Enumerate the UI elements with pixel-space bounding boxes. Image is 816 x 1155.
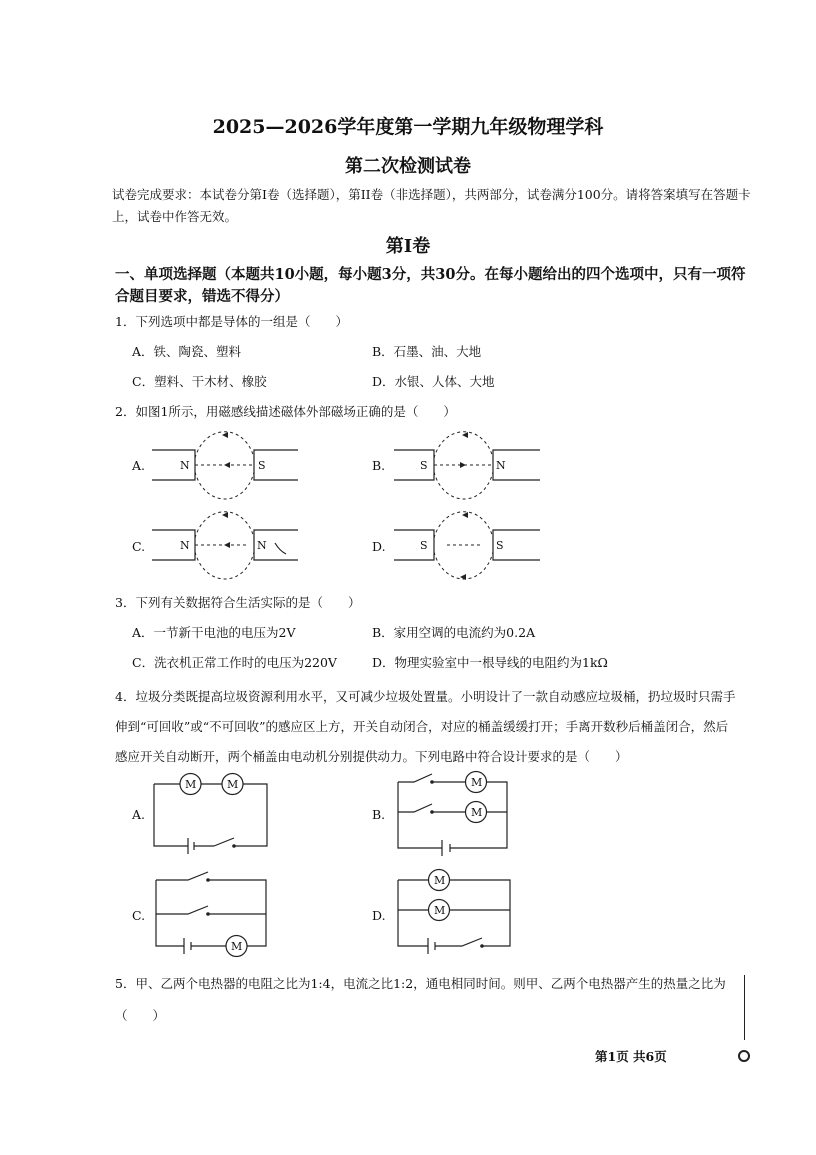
question-4-stem: 4．垃圾分类既提高垃圾资源利用水平，又可减少垃圾处置量。小明设计了一款自动感应垃圾桶，扔垃圾时只需手伸到“可回收”或“不可回收”的感应区上方，开关自动闭合，对应的桶盖缓缓打开；手离开数秒后桶盖闭合，然后感应开关自动断开，两个桶盖由电动机分别提供动力。下列电路中符合设计要求的是（ ） <box>115 689 736 764</box>
volume-heading: 第I卷 <box>385 236 431 257</box>
magnet-figure-b <box>392 428 542 508</box>
svg-text:M: M <box>434 874 446 887</box>
question-3-stem: 3．下列有关数据符合生活实际的是（ ） <box>115 595 361 610</box>
svg-text:N: N <box>180 539 190 552</box>
margin-line <box>744 975 745 1040</box>
question-5-stem: 5．甲、乙两个电热器的电阻之比为1:4，电流之比1:2，通电相同时间。则甲、乙两个电热器产生的热量之比为（ ） <box>115 976 726 1023</box>
ring-icon <box>738 1050 750 1062</box>
magnet-figure-c <box>150 508 300 588</box>
svg-text:S: S <box>258 459 266 472</box>
svg-text:M: M <box>471 776 483 789</box>
question-4-label-d: D. <box>372 908 386 923</box>
svg-text:S: S <box>420 459 428 472</box>
svg-text:M: M <box>471 806 483 819</box>
question-2-label-a: A. <box>132 458 146 473</box>
exam-requirements: 试卷完成要求：本试卷分第I卷（选择题），第II卷（非选择题），共两部分，试卷满分100分。请将答案填写在答题卡上，试卷中作答无效。 <box>112 187 751 224</box>
svg-text:S: S <box>496 539 504 552</box>
page-number: 第1页 共6页 <box>595 1049 667 1064</box>
question-1-option-d: D．水银、人体、大地 <box>372 374 495 389</box>
question-2-stem: 2．如图1所示，用磁感线描述磁体外部磁场正确的是（ ） <box>115 404 456 419</box>
question-3-option-a: A．一节新干电池的电压为2V <box>132 625 296 640</box>
svg-text:M: M <box>231 940 243 953</box>
svg-text:M: M <box>434 904 446 917</box>
question-2-label-b: B. <box>372 458 386 473</box>
exam-title: 2025—2026学年度第一学期九年级物理学科 <box>212 116 604 138</box>
magnet-figure-a <box>150 428 300 508</box>
circuit-diagram-c <box>150 870 275 960</box>
question-2-label-c: C. <box>132 539 146 554</box>
question-1-option-c: C．塑料、干木材、橡胶 <box>132 374 267 389</box>
circuit-diagram-b <box>392 768 517 863</box>
question-1-stem: 1．下列选项中都是导体的一组是（ ） <box>115 314 348 329</box>
exam-subtitle: 第二次检测试卷 <box>345 156 471 177</box>
question-3-option-c: C．洗衣机正常工作时的电压为220V <box>132 655 337 670</box>
svg-text:M: M <box>227 778 239 791</box>
question-3-option-d: D．物理实验室中一根导线的电阻约为1kΩ <box>372 655 608 670</box>
svg-text:M: M <box>185 778 197 791</box>
magnet-figure-d <box>392 508 542 588</box>
question-4-label-a: A. <box>132 807 146 822</box>
svg-text:N: N <box>180 459 190 472</box>
svg-text:N: N <box>257 539 267 552</box>
question-2-label-d: D. <box>372 539 386 554</box>
circuit-diagram-d <box>392 866 517 961</box>
question-1-option-a: A．铁、陶瓷、塑料 <box>132 344 242 359</box>
circuit-diagram-a <box>150 770 275 865</box>
question-4-label-b: B. <box>372 807 386 822</box>
section-heading: 一、单项选择题（本题共10小题，每小题3分，共30分。在每小题给出的四个选项中，只有一项符合题目要求，错选不得分） <box>115 266 746 305</box>
question-4-label-c: C. <box>132 908 146 923</box>
svg-text:N: N <box>496 459 506 472</box>
question-1-option-b: B．石墨、油、大地 <box>372 344 482 359</box>
question-3-option-b: B．家用空调的电流约为0.2A <box>372 625 536 640</box>
svg-text:S: S <box>420 539 428 552</box>
